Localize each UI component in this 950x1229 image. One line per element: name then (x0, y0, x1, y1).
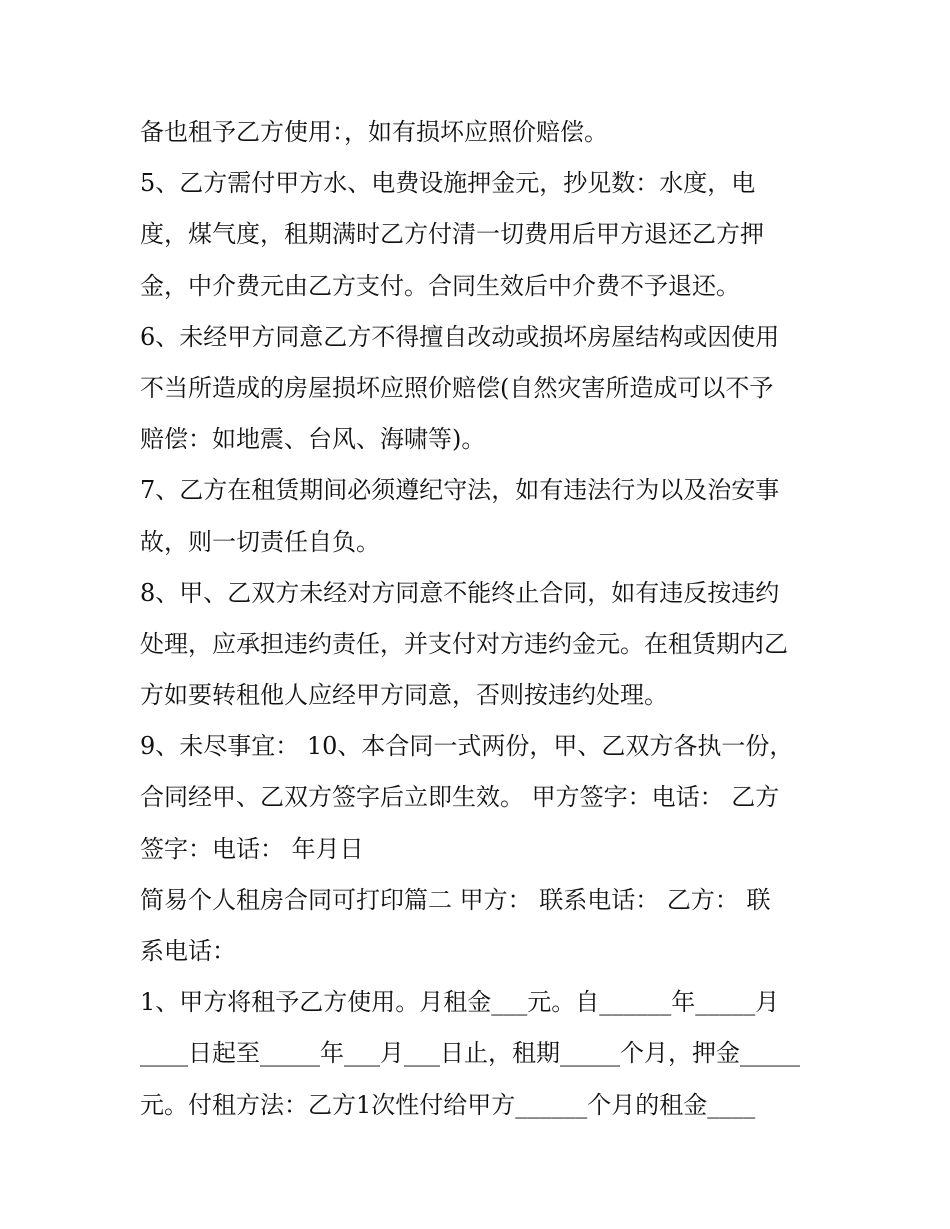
text-line: 金，中介费元由乙方支付。合同生效后中介费不予退还。 (140, 271, 740, 300)
text-line: 故，则一切责任自负。 (140, 527, 380, 556)
text-line: ____日起至_____年___月___日止，租期_____个月，押金_____ (140, 1039, 800, 1068)
text-line: 6、未经甲方同意乙方不得擅自改动或损坏房屋结构或因使用 (140, 322, 780, 351)
text-line: 不当所造成的房屋损坏应照价赔偿(自然灾害所造成可以不予 (140, 373, 774, 402)
text-line: 1、甲方将租予乙方使用。月租金___元。自______年_____月 (140, 988, 780, 1017)
text-line: 系电话： (140, 937, 236, 965)
text-line: 签字：电话： 年月日 (140, 834, 364, 863)
text-line: 8、甲、乙双方未经对方同意不能终止合同，如有违反按违约 (140, 578, 780, 607)
text-line: 5、乙方需付甲方水、电费设施押金元，抄见数：水度，电 (140, 169, 756, 198)
text-line: 合同经甲、乙双方签字后立即生效。 甲方签字：电话： 乙方 (140, 783, 780, 812)
text-line: 简易个人租房合同可打印篇二 甲方： 联系电话： 乙方： 联 (140, 885, 771, 914)
text-line: 备也租予乙方使用：，如有损坏应照价赔偿。 (140, 118, 608, 146)
text-line: 度，煤气度，租期满时乙方付清一切费用后甲方退还乙方押 (140, 220, 764, 249)
text-line: 7、乙方在租赁期间必须遵纪守法，如有违法行为以及治安事 (140, 476, 780, 505)
text-line: 方如要转租他人应经甲方同意，否则按违约处理。 (140, 681, 668, 710)
contract-text (140, 107, 830, 1131)
text-line: 元。付租方法：乙方1次性付给甲方______个月的租金____ (140, 1090, 756, 1119)
text-line: 处理，应承担违约责任，并支付对方违约金元。在租赁期内乙 (140, 629, 788, 658)
text-line: 9、未尽事宜： 10、本合同一式两份，甲、乙双方各执一份， (140, 732, 794, 761)
text-line: 赔偿：如地震、台风、海啸等)。 (140, 425, 486, 454)
